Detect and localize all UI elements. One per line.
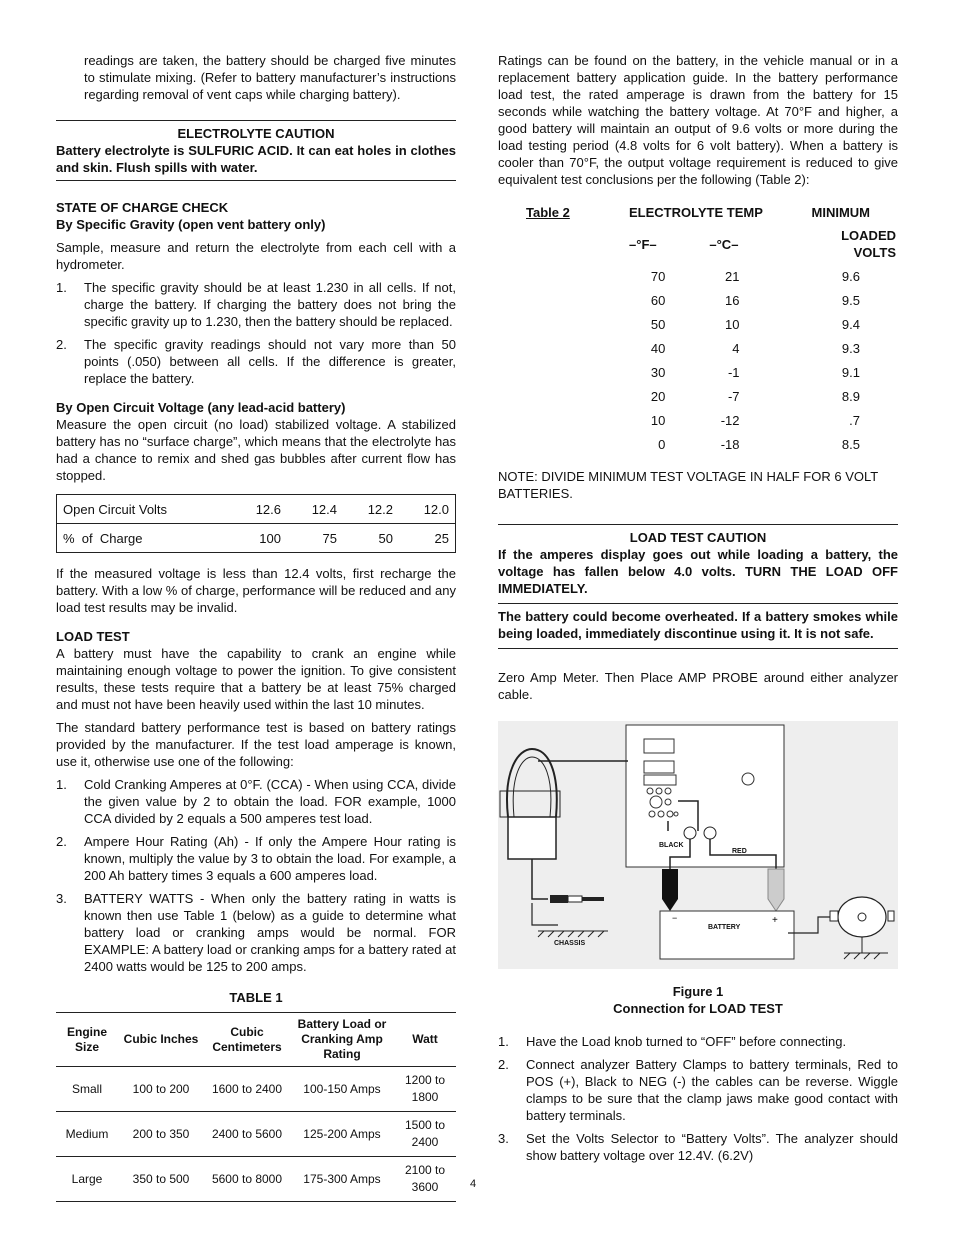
table-cell: 175-300 Amps [290,1157,394,1202]
table-row [498,264,898,288]
table2-f-header: –°F– [629,236,657,252]
table-row [498,408,898,432]
table-header: Watt [394,1013,456,1067]
svg-text:+: + [772,915,778,926]
table-cell: .7 [849,412,860,428]
table-cell [498,384,627,408]
figure-caption-subtitle: Connection for LOAD TEST [613,1001,783,1016]
ocv-table [56,494,456,553]
table-cell: Medium [56,1112,118,1157]
table-cell [498,432,627,456]
table-cell: 125-200 Amps [290,1112,394,1157]
table-header: Battery Load or Cranking Amp Rating [290,1013,394,1067]
table-row [57,495,456,524]
table-cell: 30 [650,364,666,380]
list-item: 1. The specific gravity should be at least 1.230 in all cells. If not, charge the battery. If charging the battery does not bring the specific gravity up to 1.230, then the battery should be replaced. [56,280,456,329]
table-cell: -18 [720,436,740,452]
table-header: Cubic Inches [118,1013,204,1067]
table-row [498,384,898,408]
table-header-row [56,1013,456,1067]
table-cell: 9.4 [841,316,860,332]
zero-amp-text: Zero Amp Meter. Then Place AMP PROBE around either analyzer cable. [498,670,898,702]
table-cell: 25 [434,530,449,546]
divider [498,603,898,604]
soc-subtitle: By Specific Gravity (open vent battery only) [56,217,326,232]
table-cell: -1 [727,364,740,380]
table-cell: 0 [658,436,666,452]
note-text: NOTE: DIVIDE MINIMUM TEST VOLTAGE IN HALF FOR 6 VOLT BATTERIES. [498,469,878,501]
table-row [56,1067,456,1112]
table-cell: 200 to 350 [118,1112,204,1157]
ratings-paragraph: Ratings can be found on the battery, in the vehicle manual or in a replacement battery application guide. In the battery performance load test, the rated amperage is drawn from the battery for 15 seconds while watching the battery voltage. At 70°F and higher, a good battery will maintain an output of 9.6 volts or more during the load testing period (4.8 volts for 6 volt battery). When a battery is cooler than 70°F, the output voltage requirement is reduced to give equivalent test conclusions per the following (Table 2): [498,53,898,187]
table-cell: 1500 to 2400 [394,1112,456,1157]
table-cell: 2400 to 5600 [204,1112,290,1157]
table-cell [498,312,627,336]
table-header-row [498,200,898,224]
red-clamp-icon [768,869,784,911]
ocv-row-label: Open Circuit Volts [57,495,232,524]
divider [56,180,456,181]
table-row [498,288,898,312]
electrolyte-caution-title: ELECTROLYTE CAUTION [177,126,335,141]
table1 [56,1012,456,1202]
svg-text:−: − [672,913,678,923]
chassis-label: CHASSIS [554,940,586,947]
table2-header-temp: ELECTROLYTE TEMP [629,204,763,220]
table2 [498,200,898,456]
soc-title: STATE OF CHARGE CHECK [56,200,229,215]
table-cell: 9.3 [841,340,860,356]
divider [498,524,898,525]
table-cell: 16 [725,292,740,308]
load-test-text: A battery must have the capability to crank an engine while maintaining enough voltage to power the ignition. To give consistent results, these tests require that a battery be at least 75% charged and must not have been heavily used within the last 10 minutes. [56,646,456,712]
table-cell: Large [56,1157,118,1202]
divider [56,120,456,121]
table-cell: 100 to 200 [118,1067,204,1112]
connection-steps-list [498,1033,898,1164]
right-column [498,52,898,1164]
table-cell: 9.1 [841,364,860,380]
table-header: Cubic Centimeters [204,1013,290,1067]
ocv-row-label: % of Charge [63,530,143,546]
knob-icon [650,796,662,808]
battery-label: BATTERY [708,924,741,931]
amp-probe-icon [508,817,556,859]
table-cell: 70 [650,268,666,284]
table-header-row [498,224,898,264]
table-cell: 9.6 [841,268,860,284]
soc-text: Sample, measure and return the electrolyte from each cell with a hydrometer. [56,240,456,272]
table-cell: 50 [650,316,666,332]
table-row [56,1112,456,1157]
table-cell: 1600 to 2400 [204,1067,290,1112]
table-cell [498,264,627,288]
table2-c-header: –°C– [709,236,739,252]
table-header: Engine Size [56,1013,118,1067]
table-row [57,524,456,553]
table-cell: 9.5 [841,292,860,308]
connection-figure [498,721,898,969]
divider [498,648,898,649]
red-label: RED [732,848,747,855]
black-label: BLACK [659,842,684,849]
table-cell: 100 [259,530,281,546]
list-item: 1. Have the Load knob turned to “OFF” before connecting. [498,1034,847,1049]
table-cell: 20 [650,388,666,404]
table-cell: 75 [322,530,337,546]
load-method-list [56,776,456,975]
list-item: 2. Connect analyzer Battery Clamps to battery terminals, Red to POS (+), Black to NEG (-) the cables can be reverse. Wiggle clamps to be sure that the clamp jaws make good contact with battery terminals. [498,1057,898,1123]
table-cell: 10 [725,316,740,332]
electrolyte-caution-text: Battery electrolyte is SULFURIC ACID. It can eat holes in clothes and skin. Flush spills with water. [56,143,456,175]
table-cell: 60 [650,292,666,308]
table-cell: 10 [650,412,666,428]
list-item: 2. The specific gravity readings should not vary more than 50 points (.050) between all cells. If the difference is greater, replace the battery. [56,337,456,386]
table-cell: -7 [727,388,740,404]
table2-header-min: MINIMUM [811,204,870,220]
table-row [498,360,898,384]
ocv-title: By Open Circuit Voltage (any lead-acid battery) [56,400,346,415]
table-cell: 8.5 [841,436,860,452]
list-item: 2. Ampere Hour Rating (Ah) - If only the Ampere Hour rating is known, multiply the value by 3 to obtain the load. For example, a 200 Ah battery times 3 equals a 600 amperes load. [56,834,456,883]
table-cell: -12 [720,412,740,428]
table-row [498,432,898,456]
table-cell: 21 [725,268,740,284]
load-test-caution-title: LOAD TEST CAUTION [629,530,767,545]
table-cell: 4 [732,340,740,356]
ocv-after-text: If the measured voltage is less than 12.4 volts, first recharge the battery. With a low % of charge, performance will be reduced and any load test results may be invalid. [56,566,456,615]
left-column [56,52,456,1202]
intro-paragraph: readings are taken, the battery should be charged five minutes to stimulate mixing. (Refer to battery manufacturer’s instructions regarding removal of vent caps while charging battery). [84,53,456,102]
table-cell [498,408,627,432]
table-cell: 350 to 500 [118,1157,204,1202]
table-cell: 40 [650,340,666,356]
table-cell: 12.2 [343,495,399,524]
connection-diagram [498,721,898,969]
load-test-caution-text: If the amperes display goes out while loading a battery, the voltage has fallen below 4.0 volts. TURN THE LOAD OFF IMMEDIATELY. [498,547,898,596]
specific-gravity-list [56,279,456,387]
table-cell: 1200 to 1800 [394,1067,456,1112]
overheat-caution-text: The battery could become overheated. If a battery smokes while being loaded, immediately discontinue using it. It is not safe. [498,609,898,641]
load-test-text: The standard battery performance test is based on battery ratings provided by the manufacturer. If the test load amperage is known, use it, otherwise use one of the following: [56,720,456,769]
table2-volts-header: LOADED VOLTS [841,228,896,260]
table-cell: Small [56,1067,118,1112]
table-row [56,1157,456,1202]
table1-title: TABLE 1 [229,990,283,1005]
table-row [498,312,898,336]
load-test-title: LOAD TEST [56,629,130,644]
table-cell: 100-150 Amps [290,1067,394,1112]
table-cell: 2100 to 3600 [394,1157,456,1202]
table-cell [498,288,627,312]
list-item: 1. Cold Cranking Amperes at 0°F. (CCA) - When using CCA, divide the given value by 2 to obtain the load. FOR example, 1000 CCA divided by 2 equals a 500 amperes test load. [56,777,456,826]
list-item: 3. BATTERY WATTS - When only the battery rating in watts is known then use Table 1 (below) as a guide to determine what battery load or cranking amps would be normal. FOR EXAMPLE: A battery load or cranking amps for a battery rated at 2400 watts would be 125 to 200 amps. [56,891,456,974]
black-clamp-icon [662,869,678,911]
table-cell: 12.4 [287,495,343,524]
table2-label: Table 2 [526,204,570,220]
list-item: 3. Set the Volts Selector to “Battery Volts”. The analyzer should show battery voltage over 12.4V. (6.2V) [498,1131,898,1163]
table-cell: 5600 to 8000 [204,1157,290,1202]
table-row [498,336,898,360]
table-cell [498,360,627,384]
page-number: 4 [470,1178,477,1190]
ocv-text: Measure the open circuit (no load) stabilized voltage. A stabilized battery has no “surface charge”, which means that the electrolyte has had a chance to remix and shed gas bubbles after current flow has stopped. [56,417,456,483]
table-cell: 50 [378,530,393,546]
figure-caption-title: Figure 1 [672,984,724,999]
table-cell: 12.6 [231,495,287,524]
table-cell: 8.9 [841,388,860,404]
table-cell [498,336,627,360]
table-cell: 12.0 [399,495,456,524]
